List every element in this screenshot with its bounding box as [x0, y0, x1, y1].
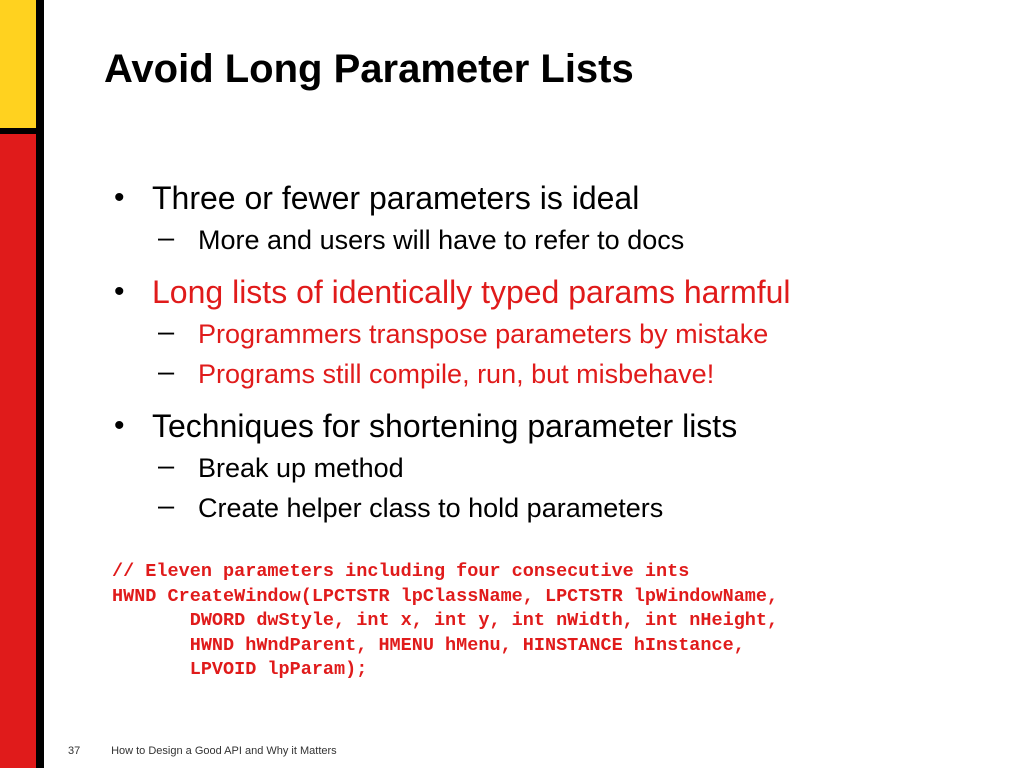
code-line: HWND CreateWindow(LPCTSTR lpClassName, LPCTSTR lpWindowName,	[112, 585, 779, 607]
bullet-text: Techniques for shortening parameter lists	[152, 408, 738, 444]
dash-icon: –	[158, 316, 175, 348]
dash-icon: –	[158, 450, 175, 482]
bullet-icon: •	[114, 409, 125, 442]
sub-bullet-item	[114, 488, 994, 528]
decor-yellow-bar	[0, 0, 36, 128]
bullet-text: Long lists of identically typed params harmful	[152, 274, 791, 310]
footer-caption: How to Design a Good API and Why it Matters	[111, 745, 337, 757]
code-line: HWND hWndParent, HMENU hMenu, HINSTANCE hInstance,	[112, 634, 745, 656]
code-line: DWORD dwStyle, int x, int y, int nWidth, int nHeight,	[112, 610, 779, 631]
bullet-item	[114, 404, 994, 448]
bullet-icon: •	[114, 275, 125, 308]
bullet-icon: •	[114, 181, 125, 214]
bullet-group-3	[114, 404, 994, 528]
bullet-group-2	[114, 270, 994, 394]
bullet-group-1	[114, 176, 994, 260]
decor-black-horizontal-bar	[0, 128, 44, 134]
dash-icon: –	[158, 490, 175, 522]
slide-footer	[68, 745, 337, 757]
sub-bullet-item	[114, 448, 994, 488]
dash-icon: –	[158, 356, 175, 388]
bullet-item	[114, 176, 994, 220]
sub-bullet-item	[114, 314, 994, 354]
code-line: LPVOID lpParam);	[112, 659, 368, 680]
page-number: 37	[68, 745, 81, 757]
bullet-list	[114, 176, 994, 538]
dash-icon: –	[158, 222, 175, 254]
sub-bullet-item	[114, 354, 994, 394]
sub-bullet-text: Programmers transpose parameters by mistake	[198, 319, 769, 349]
sub-bullet-text: Programs still compile, run, but misbehave!	[198, 359, 715, 389]
sub-bullet-text: More and users will have to refer to docs	[198, 225, 685, 255]
decor-red-bar	[0, 134, 36, 768]
sub-bullet-text: Break up method	[198, 453, 404, 483]
bullet-item	[114, 270, 994, 314]
slide-title: Avoid Long Parameter Lists	[104, 47, 634, 91]
code-sample	[112, 560, 778, 683]
sub-bullet-item	[114, 220, 994, 260]
code-line: // Eleven parameters including four consecutive ints	[112, 561, 690, 582]
bullet-text: Three or fewer parameters is ideal	[152, 180, 640, 216]
sub-bullet-text: Create helper class to hold parameters	[198, 493, 664, 523]
decor-black-vertical-bar	[36, 0, 44, 768]
